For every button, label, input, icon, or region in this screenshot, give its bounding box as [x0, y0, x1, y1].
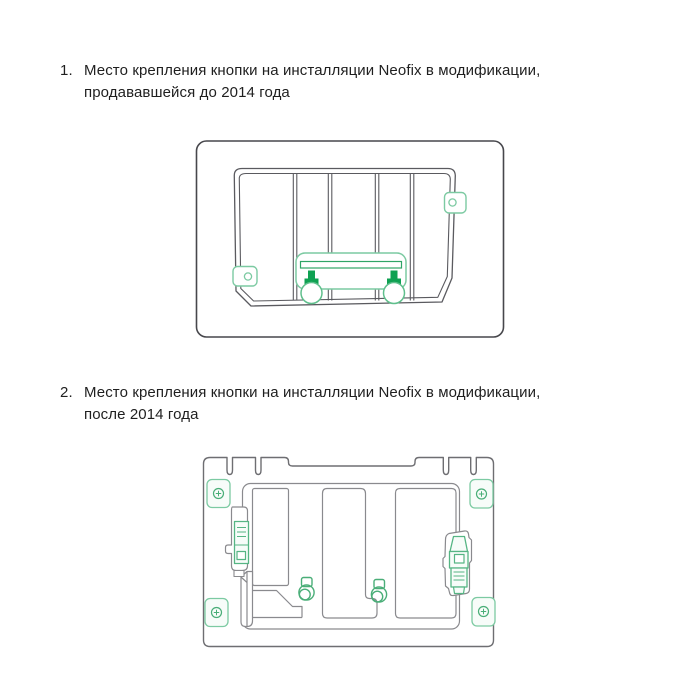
item-text-line: Место крепления кнопки на инсталляции Neofix в модификации, [84, 62, 541, 79]
instruction-item-2 [60, 382, 604, 426]
mount-roller-right [384, 283, 405, 304]
screw-tab-left [233, 267, 257, 287]
latch-left-window [237, 552, 246, 560]
latch-right-window [455, 555, 465, 564]
item-number: 1. [60, 62, 73, 79]
mount-roller-left [301, 283, 322, 304]
item-text-line: после 2014 года [84, 406, 199, 423]
corner-bracket [241, 572, 253, 627]
instruction-item-1 [60, 60, 604, 104]
screw-tab-right [445, 193, 467, 214]
latch-left-foot [234, 571, 244, 577]
screw-hole-icon [449, 199, 456, 206]
figure-neofix-before-2014 [190, 135, 510, 345]
diagram-after-2014 [195, 450, 505, 655]
item-text-line: Место крепления кнопки на инсталляции Neofix в модификации, [84, 384, 541, 401]
screw-hole-icon [244, 273, 251, 280]
latch-right-cap [450, 537, 468, 552]
latch-right-lower [451, 568, 467, 587]
figure-neofix-after-2014 [195, 450, 505, 655]
left-compartment [253, 489, 289, 586]
screw-pad-top-right [470, 480, 493, 509]
latch-right [443, 531, 472, 596]
screw-pad-top-left [207, 480, 230, 508]
latch-right-foot [454, 587, 465, 594]
item-number: 2. [60, 384, 73, 401]
item-text-line: продававшейся до 2014 года [84, 84, 290, 101]
screw-pad-bottom-left [205, 599, 228, 627]
item-text [84, 60, 604, 104]
screw-pad-bottom-right [472, 598, 495, 627]
item-text [84, 382, 604, 426]
bracket-bar [301, 262, 402, 269]
diagram-before-2014 [190, 135, 510, 345]
